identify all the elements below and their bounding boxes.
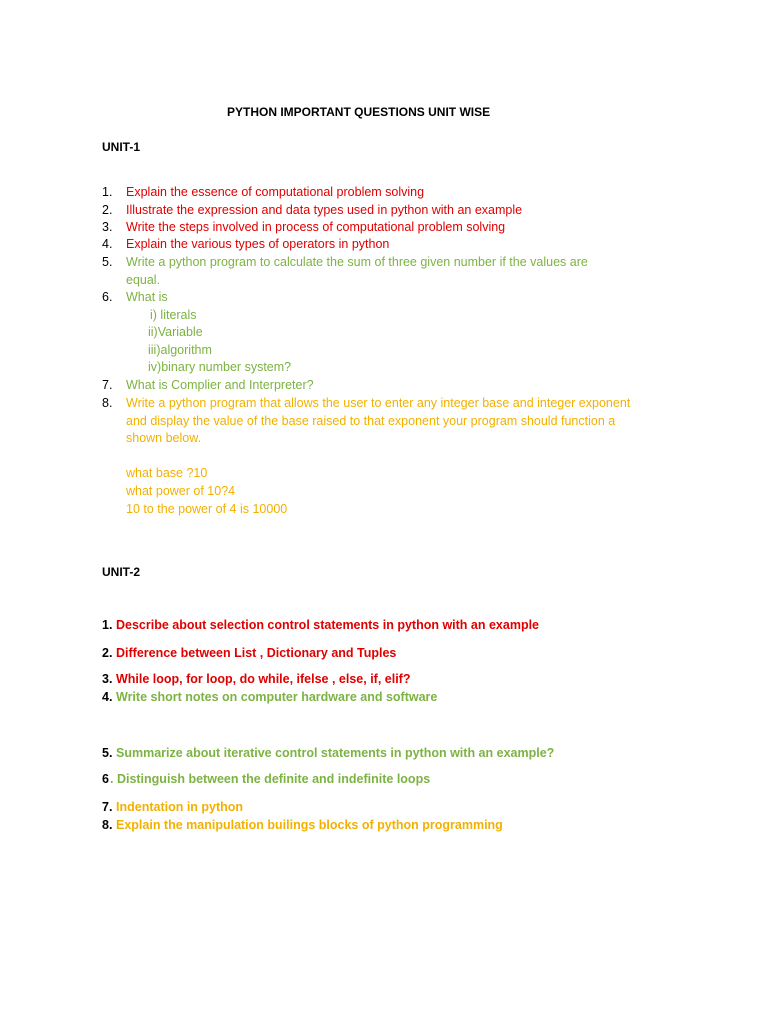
sub-item: iv)binary number system? xyxy=(148,360,292,374)
example-line: what base ?10 xyxy=(126,466,208,480)
unit1-heading: UNIT-1 xyxy=(102,140,141,154)
question-number: 8. xyxy=(102,396,113,410)
question-text: What is xyxy=(126,290,168,304)
sub-item: iii)algorithm xyxy=(148,343,212,357)
question-text-line1: Write a python program to calculate the sum of three given number if the values are xyxy=(126,255,588,269)
question-text: Explain the essence of computational problem solving xyxy=(126,185,425,199)
question-number: 3. xyxy=(102,672,113,686)
question-number: 7. xyxy=(102,378,113,392)
question-number: 4. xyxy=(102,237,113,251)
question-number: 2. xyxy=(102,646,113,660)
sub-item: ii)Variable xyxy=(148,325,203,339)
question-text: Explain the various types of operators in python xyxy=(126,237,390,251)
question-number: 6. xyxy=(102,290,113,304)
question-text: Summarize about iterative control statements in python with an example? xyxy=(116,746,555,760)
question-number: 1. xyxy=(102,618,113,632)
question-text: Explain the manipulation builings blocks of python programming xyxy=(116,818,503,832)
question-number: 2. xyxy=(102,203,113,217)
question-number: 3. xyxy=(102,220,113,234)
question-text: Difference between List , Dictionary and Tuples xyxy=(116,646,397,660)
question-number: 4. xyxy=(102,690,113,704)
example-line: what power of 10?4 xyxy=(126,484,236,498)
unit2-heading: UNIT-2 xyxy=(102,565,141,579)
question-text-line1: Write a python program that allows the user to enter any integer base and integer exponent xyxy=(126,396,631,410)
question-text-line2: equal. xyxy=(126,273,161,287)
question-number: 5. xyxy=(102,255,113,269)
question-number: 7. xyxy=(102,800,113,814)
question-text: What is Complier and Interpreter? xyxy=(126,378,314,392)
page-title: PYTHON IMPORTANT QUESTIONS UNIT WISE xyxy=(227,105,491,119)
question-text: Describe about selection control statements in python with an example xyxy=(116,618,540,632)
question-text: . Distinguish between the definite and indefinite loops xyxy=(110,772,431,786)
question-text: Illustrate the expression and data types used in python with an example xyxy=(126,203,523,217)
question-text: While loop, for loop, do while, ifelse , else, if, elif? xyxy=(116,672,411,686)
question-text-line3: shown below. xyxy=(126,431,202,445)
question-number: 1. xyxy=(102,185,113,199)
question-text-line2: and display the value of the base raised to that exponent your program should function a xyxy=(126,414,616,428)
question-number: 5. xyxy=(102,746,113,760)
question-number: 6 xyxy=(102,772,109,786)
question-text: Write the steps involved in process of computational problem solving xyxy=(126,220,506,234)
question-number: 8. xyxy=(102,818,113,832)
question-text: Write short notes on computer hardware and software xyxy=(116,690,438,704)
sub-item: i) literals xyxy=(150,308,197,322)
question-text: Indentation in python xyxy=(116,800,244,814)
example-line: 10 to the power of 4 is 10000 xyxy=(126,502,288,516)
